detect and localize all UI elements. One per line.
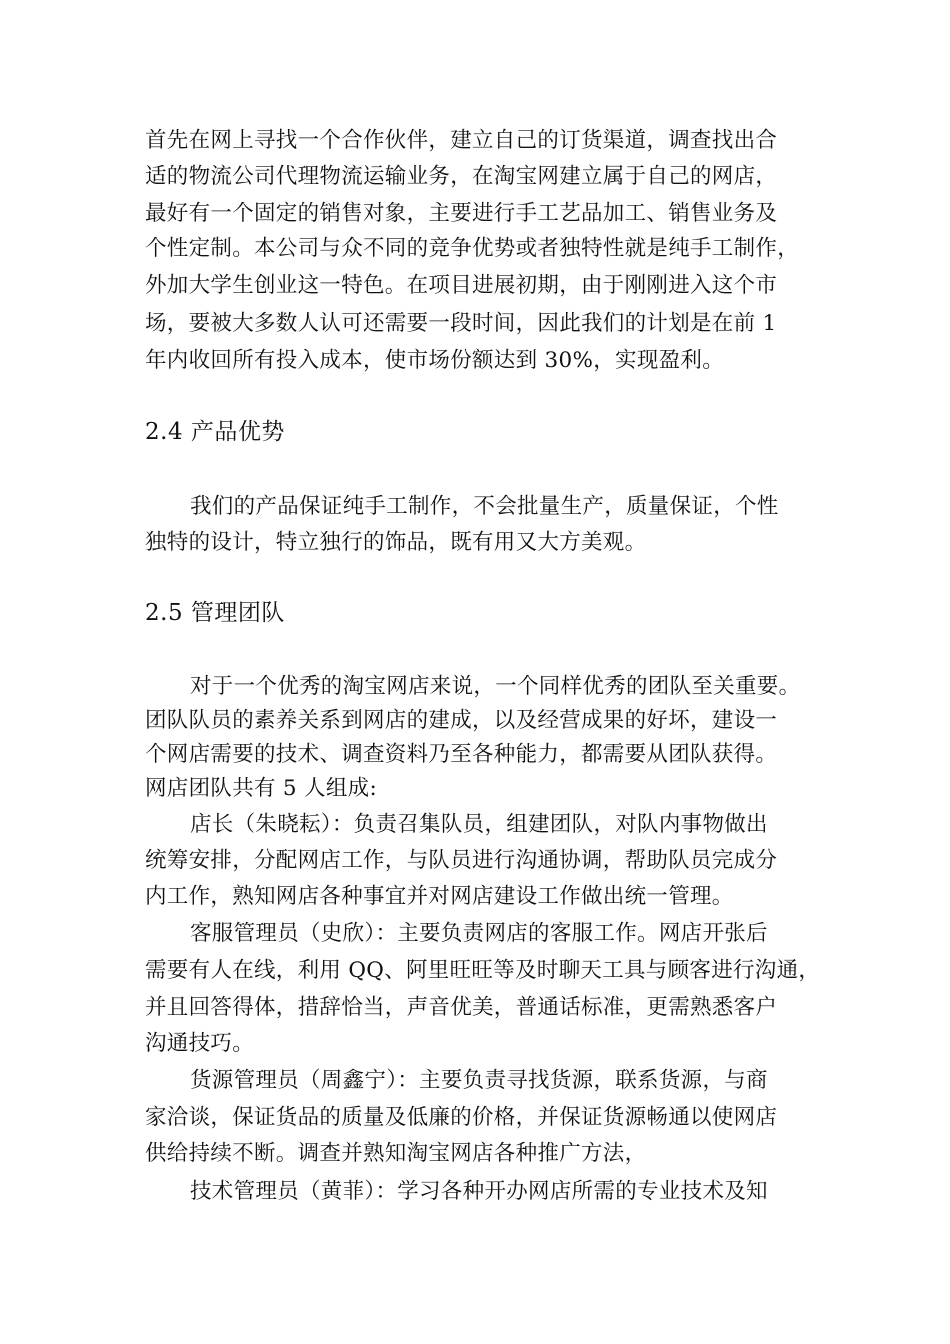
team-line: 需要有人在线，利用 QQ、阿里旺旺等及时聊天工具与顾客进行沟通，	[145, 958, 821, 983]
intro-line: 适的物流公司代理物流运输业务，在淘宝网建立属于自己的网店，	[145, 164, 778, 189]
team-line-customer-service: 客服管理员（史欣）：主要负责网店的客服工作。网店开张后	[190, 921, 768, 946]
team-line-supply-manager: 货源管理员（周鑫宁）：主要负责寻找货源，联系货源，与商	[190, 1068, 768, 1093]
intro-line: 最好有一个固定的销售对象，主要进行手工艺品加工、销售业务及	[145, 201, 778, 226]
section-heading-2-5: 2.5 管理团队	[145, 600, 285, 626]
team-line: 团队队员的素养关系到网店的建成，以及经营成果的好坏，建设一	[145, 708, 778, 733]
team-line: 供给持续不断。调查并熟知淘宝网店各种推广方法，	[145, 1141, 647, 1166]
team-line: 个网店需要的技术、调查资料乃至各种能力，都需要从团队获得。	[145, 742, 778, 767]
team-line: 家洽谈，保证货品的质量及低廉的价格，并保证货源畅通以使网店	[145, 1105, 778, 1130]
team-line: 网店团队共有 5 人组成:	[145, 776, 377, 801]
team-line: 统筹安排，分配网店工作，与队员进行沟通协调，帮助队员完成分	[145, 848, 778, 873]
team-line: 并且回答得体，措辞恰当，声音优美，普通话标准，更需熟悉客户	[145, 995, 778, 1020]
team-line: 对于一个优秀的淘宝网店来说，一个同样优秀的团队至关重要。	[190, 674, 801, 699]
product-advantage-line: 独特的设计，特立独行的饰品，既有用又大方美观。	[145, 530, 647, 555]
team-line: 沟通技巧。	[145, 1031, 255, 1056]
team-line: 内工作，熟知网店各种事宜并对网店建设工作做出统一管理。	[145, 884, 734, 909]
intro-line: 首先在网上寻找一个合作伙伴，建立自己的订货渠道，调查找出合	[145, 128, 778, 153]
team-line-store-manager: 店长（朱晓耘）：负责召集队员，组建团队，对队内事物做出	[190, 812, 768, 837]
section-heading-2-4: 2.4 产品优势	[145, 419, 285, 445]
intro-line: 场，要被大多数人认可还需要一段时间，因此我们的计划是在前 1	[145, 311, 777, 336]
intro-line: 个性定制。本公司与众不同的竞争优势或者独特性就是纯手工制作，	[145, 236, 800, 261]
intro-line: 外加大学生创业这一特色。在项目进展初期，由于刚刚进入这个市	[145, 273, 778, 298]
intro-line: 年内收回所有投入成本，使市场份额达到 30%，实现盈利。	[145, 348, 725, 373]
team-line-tech-manager: 技术管理员（黄菲）：学习各种开办网店所需的专业技术及知	[190, 1179, 768, 1204]
product-advantage-line: 我们的产品保证纯手工制作，不会批量生产，质量保证，个性	[190, 494, 779, 519]
